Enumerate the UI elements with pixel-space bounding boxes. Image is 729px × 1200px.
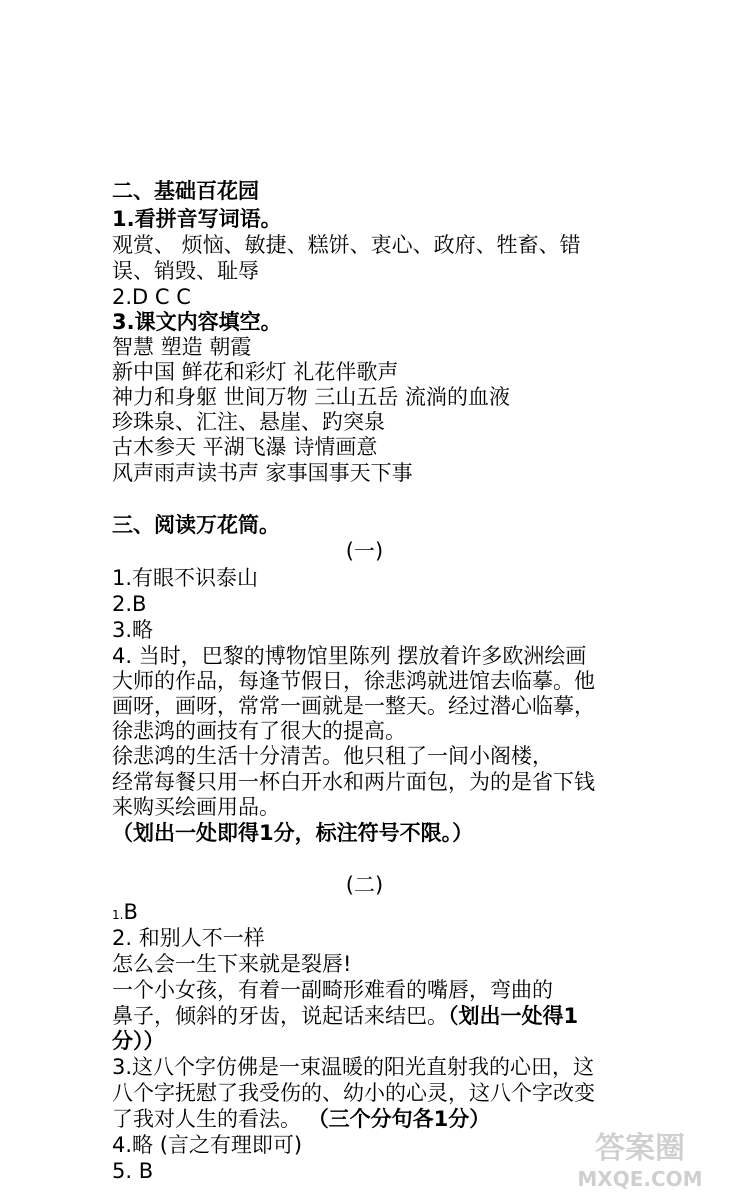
q3-line: 神力和身躯 世间万物 三山五岳 流淌的血液 [112, 385, 511, 409]
part2-answer-2-line3: 一个小女孩，有着一副畸形难看的嘴唇，弯曲的 [112, 978, 553, 1002]
part2-answer-3-line3 [112, 1106, 490, 1132]
part1-answer-2: 2.B [112, 592, 147, 616]
part2-title: (二) [345, 873, 384, 897]
part2-answer-3-score-note: （三个分句各1分） [307, 1107, 491, 1131]
part2-answer-2-score-note-end: 分）） [112, 1029, 165, 1053]
part2-answer-5: 5. B [112, 1159, 154, 1183]
q1-answer-line1: 观赏、 烦恼、敏捷、糕饼、衷心、政府、牲畜、错 [112, 233, 581, 257]
part2-answer-1 [112, 899, 138, 928]
q3-line: 古木参天 平湖飞瀑 诗情画意 [112, 435, 378, 459]
part1-answer-4-line: 4. 当时，巴黎的博物馆里陈列 摆放着许多欧洲绘画 [112, 644, 587, 668]
q3-line: 风声雨声读书声 家事国事天下事 [112, 461, 413, 485]
part1-answer-4-line: 大师的作品，每逢节假日，徐悲鸿就进馆去临摹。他 [112, 669, 595, 693]
part1-answer-4-line: 经常每餐只用一杯白开水和两片面包，为的是省下钱 [112, 770, 595, 794]
section2-heading: 二、基础百花园 [112, 179, 259, 203]
watermark-logo [565, 1124, 715, 1194]
q1-answer-line2: 误、销毁、耻辱 [112, 259, 259, 283]
part1-title: (一) [345, 539, 384, 563]
part2-answer-3-line1: 3.这八个字仿佛是一束温暖的阳光直射我的心田，这 [112, 1055, 595, 1079]
part2-answer-2-line4 [112, 1003, 578, 1029]
part2-answer-2: 2. 和别人不一样 [112, 926, 265, 950]
q3-line: 珍珠泉、汇注、悬崖、趵突泉 [112, 410, 385, 434]
part2-answer-4: 4.略 (言之有理即可) [112, 1133, 303, 1157]
part2-answer-3-line2: 八个字抚慰了我受伤的、幼小的心灵，这八个字改变 [112, 1081, 595, 1105]
part2-answer-1-value: B [123, 900, 138, 924]
section3-heading: 三、阅读万花筒。 [112, 513, 280, 537]
q3-line: 智慧 塑造 朝霞 [112, 335, 252, 359]
part1-answer-4-line: 徐悲鸿的画技有了很大的提高。 [112, 719, 406, 743]
part1-answer-3: 3.略 [112, 618, 154, 642]
watermark-text-url: MXQE.COM [577, 1167, 703, 1191]
part1-answer-1: 1.有眼不识泰山 [112, 566, 259, 590]
watermark-text-main: 答案圈 [595, 1131, 685, 1166]
q3-line: 新中国 鲜花和彩灯 礼花伴歌声 [112, 360, 399, 384]
part2-answer-2-score-note: （划出一处得1 [448, 1004, 579, 1028]
part1-scoring-note: （划出一处即得1分，标注符号不限。） [112, 821, 474, 845]
part2-answer-2-line2: 怎么会一生下来就是裂唇! [112, 952, 352, 976]
part1-answer-4-line: 画呀，画呀，常常一画就是一整天。经过潜心临摹， [112, 694, 595, 718]
part2-answer-3-text: 了我对人生的看法。 [112, 1107, 308, 1131]
q3-title: 3.课文内容填空。 [112, 310, 282, 334]
part1-answer-4-line: 来购买绘画用品。 [112, 795, 280, 819]
q1-title: 1.看拼音写词语。 [112, 207, 282, 231]
q2-answer: 2.D C C [112, 285, 191, 309]
part2-answer-2-text: 鼻子，倾斜的牙齿，说起话来结巴。 [112, 1004, 448, 1028]
part1-answer-4-line: 徐悲鸿的生活十分清苦。他只租了一间小阁楼， [112, 744, 553, 768]
part2-answer-1-number: 1. [112, 908, 124, 922]
